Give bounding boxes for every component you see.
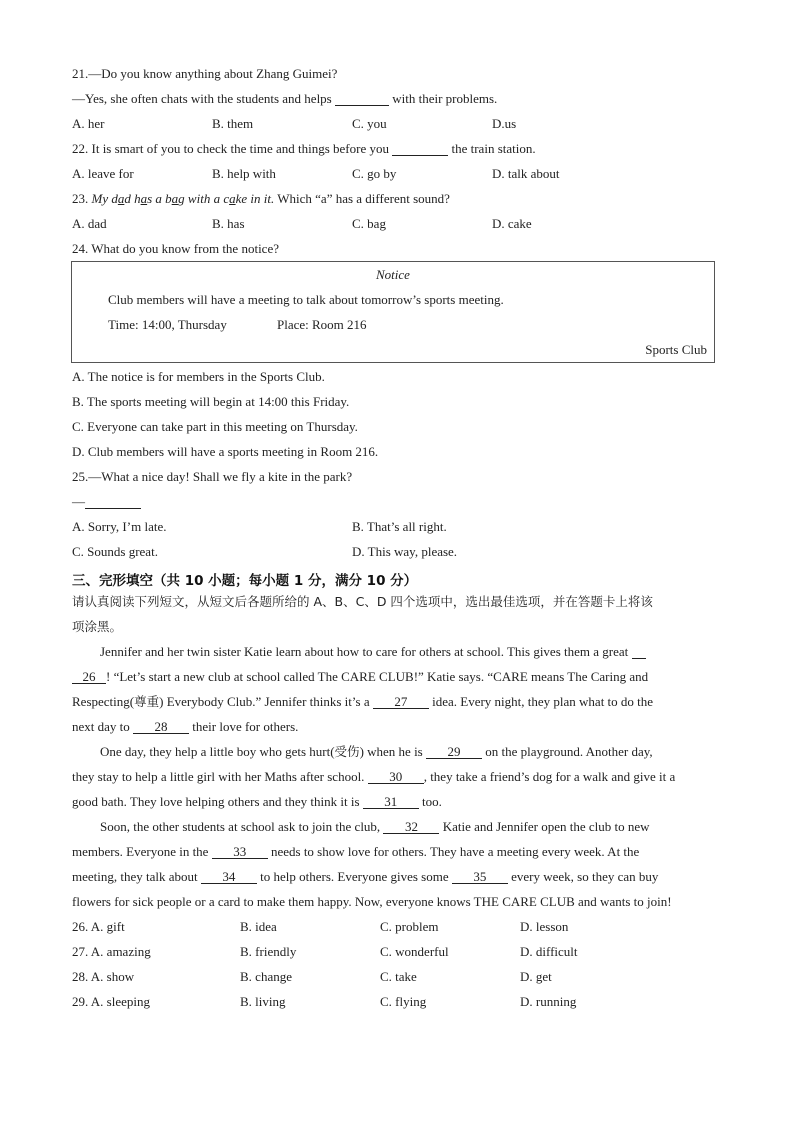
q21-option-c: C. you — [352, 116, 387, 131]
q28-option-b: B. change — [240, 969, 292, 984]
passage-line — [100, 819, 650, 835]
q29-option-b: B. living — [240, 994, 286, 1009]
passage-line — [72, 794, 442, 810]
q23-option-b: B. has — [212, 216, 245, 231]
blank-28: 28 — [133, 720, 189, 734]
blank-31: 31 — [363, 795, 419, 809]
q26-option-a: 26. A. gift — [72, 919, 125, 934]
notice-time: Time: 14:00, Thursday — [108, 317, 227, 332]
passage-text: Soon, the other students at school ask to join the club, — [100, 819, 381, 834]
q27-option-b: B. friendly — [240, 944, 297, 959]
q25-reply — [72, 494, 141, 510]
passage-text: needs to show love for others. They have a meeting every week. At the — [270, 844, 640, 859]
passage-text: good bath. They love helping others and they think it is — [72, 794, 360, 809]
passage-line — [100, 744, 653, 760]
notice-signature: Sports Club — [645, 342, 707, 357]
q25-dash: — — [72, 494, 85, 509]
q23-underlined-a: a — [117, 191, 125, 206]
passage-line — [72, 669, 648, 685]
blank-33: 33 — [212, 845, 268, 859]
q23-option-c: C. bag — [352, 216, 386, 231]
q21-option-b: B. them — [212, 116, 254, 131]
blank-30: 30 — [368, 770, 424, 784]
q21-option-a: A. her — [72, 116, 105, 131]
passage-text: too. — [422, 794, 442, 809]
q23-stem — [72, 191, 450, 207]
blank-26: 26 — [72, 670, 106, 684]
q23-part: ke in it. — [235, 191, 275, 206]
passage-gloss: 尊重 — [134, 694, 160, 709]
q29-option-d: D. running — [520, 994, 577, 1009]
q23-part: g with a c — [178, 191, 230, 206]
q29-option-a: 29. A. sleeping — [72, 994, 150, 1009]
q21-option-d: D.us — [492, 116, 517, 131]
passage-gloss: 受伤 — [334, 744, 360, 759]
q28-option-a: 28. A. show — [72, 969, 135, 984]
passage-text: ) Everybody Club.” Jennifer thinks it’s a — [159, 694, 370, 709]
passage-line — [72, 769, 675, 785]
answer-blank — [85, 495, 141, 509]
passage-line — [100, 644, 646, 660]
passage-line — [72, 869, 658, 885]
passage-line — [72, 694, 653, 710]
passage-text: , they take a friend’s dog for a walk and give it a — [423, 769, 676, 784]
q22-option-b: B. help with — [212, 166, 276, 181]
blank-27: 27 — [373, 695, 429, 709]
answer-blank — [335, 92, 389, 106]
notice-title: Notice — [376, 267, 410, 282]
passage-line: flowers for sick people or a card to make them happy. Now, everyone knows THE CARE CLUB and wants to join! — [72, 894, 672, 909]
q25-option-d: D. This way, please. — [352, 544, 458, 559]
passage-text: next day to — [72, 719, 130, 734]
q27-option-c: C. wonderful — [380, 944, 449, 959]
answer-blank — [392, 142, 448, 156]
passage-line — [72, 719, 298, 735]
q26-option-b: B. idea — [240, 919, 277, 934]
q29-option-c: C. flying — [380, 994, 427, 1009]
q26-option-c: C. problem — [380, 919, 439, 934]
q23-underlined-a: a — [171, 191, 179, 206]
q21-reply — [72, 91, 497, 107]
passage-text: One day, they help a little boy who gets hurt( — [100, 744, 335, 759]
q25-option-b: B. That’s all right. — [352, 519, 447, 534]
q27-option-d: D. difficult — [520, 944, 578, 959]
passage-text: meeting, they talk about — [72, 869, 198, 884]
q22-option-a: A. leave for — [72, 166, 134, 181]
q28-option-c: C. take — [380, 969, 417, 984]
q21-stem: 21.—Do you know anything about Zhang Guimei? — [72, 66, 338, 81]
q26-option-d: D. lesson — [520, 919, 569, 934]
q22-option-c: C. go by — [352, 166, 397, 181]
passage-line — [72, 844, 639, 860]
passage-text: to help others. Everyone gives some — [260, 869, 449, 884]
q23-question: Which “a” has a different sound? — [277, 191, 450, 206]
q23-part: My d — [91, 191, 118, 206]
passage-text: on the playground. Another day, — [485, 744, 653, 759]
section-instructions-cont: 项涂黑。 — [72, 619, 123, 634]
blank-29: 29 — [426, 745, 482, 759]
q23-number: 23. — [72, 191, 89, 206]
q23-option-a: A. dad — [72, 216, 107, 231]
q23-underlined-a: a — [229, 191, 236, 206]
q27-option-a: 27. A. amazing — [72, 944, 151, 959]
passage-text: ! “Let’s start a new club at school called The CARE CLUB!” Katie says. “CARE means The Caring and — [106, 669, 649, 684]
q24-option-b: B. The sports meeting will begin at 14:00 this Friday. — [72, 394, 350, 409]
notice-box — [71, 261, 715, 363]
q25-option-c: C. Sounds great. — [72, 544, 158, 559]
notice-body: Club members will have a meeting to talk about tomorrow’s sports meeting. — [108, 292, 504, 307]
q24-option-c: C. Everyone can take part in this meeting on Thursday. — [72, 419, 358, 434]
q21-reply-b: with their problems. — [392, 91, 498, 106]
q23-part: s a b — [147, 191, 172, 206]
blank-34: 34 — [201, 870, 257, 884]
q24-option-a: A. The notice is for members in the Sports Club. — [72, 369, 325, 384]
q23-sentence — [92, 191, 275, 206]
q24-option-d: D. Club members will have a sports meeting in Room 216. — [72, 444, 379, 459]
q22-stem — [72, 141, 536, 157]
passage-text: idea. Every night, they plan what to do the — [432, 694, 654, 709]
passage-text: Jennifer and her twin sister Katie learn about how to care for others at school. This gives them a great — [100, 644, 629, 659]
passage-text: members. Everyone in the — [72, 844, 209, 859]
passage-text: their love for others. — [192, 719, 299, 734]
q25-option-a: A. Sorry, I’m late. — [72, 519, 167, 534]
q22-option-d: D. talk about — [492, 166, 560, 181]
passage-text: Katie and Jennifer open the club to new — [442, 819, 650, 834]
blank-32: 32 — [383, 820, 439, 834]
q21-reply-a: —Yes, she often chats with the students and helps — [72, 91, 332, 106]
q24-stem: 24. What do you know from the notice? — [72, 241, 279, 256]
q22-stem-a: 22. It is smart of you to check the time and things before you — [72, 141, 389, 156]
q23-option-d: D. cake — [492, 216, 532, 231]
passage-text: ) when he is — [359, 744, 423, 759]
blank-35: 35 — [452, 870, 508, 884]
q28-option-d: D. get — [520, 969, 552, 984]
q25-stem: 25.—What a nice day! Shall we fly a kite in the park? — [72, 469, 353, 484]
passage-text: every week, so they can buy — [511, 869, 659, 884]
blank-26-start — [632, 645, 646, 659]
passage-text: Respecting( — [72, 694, 135, 709]
q22-stem-b: the train station. — [451, 141, 536, 156]
q23-part: d h — [124, 191, 141, 206]
section-title: 三、完形填空（共 10 小题；每小题 1 分，满分 10 分） — [72, 573, 418, 589]
q23-underlined-a: a — [140, 191, 148, 206]
notice-place: Place: Room 216 — [277, 317, 367, 332]
section-instructions: 请认真阅读下列短文，从短文后各题所给的 A、B、C、D 四个选项中，选出最佳选项，并在答题卡上将该 — [72, 594, 653, 609]
passage-text: they stay to help a little girl with her Maths after school. — [72, 769, 365, 784]
